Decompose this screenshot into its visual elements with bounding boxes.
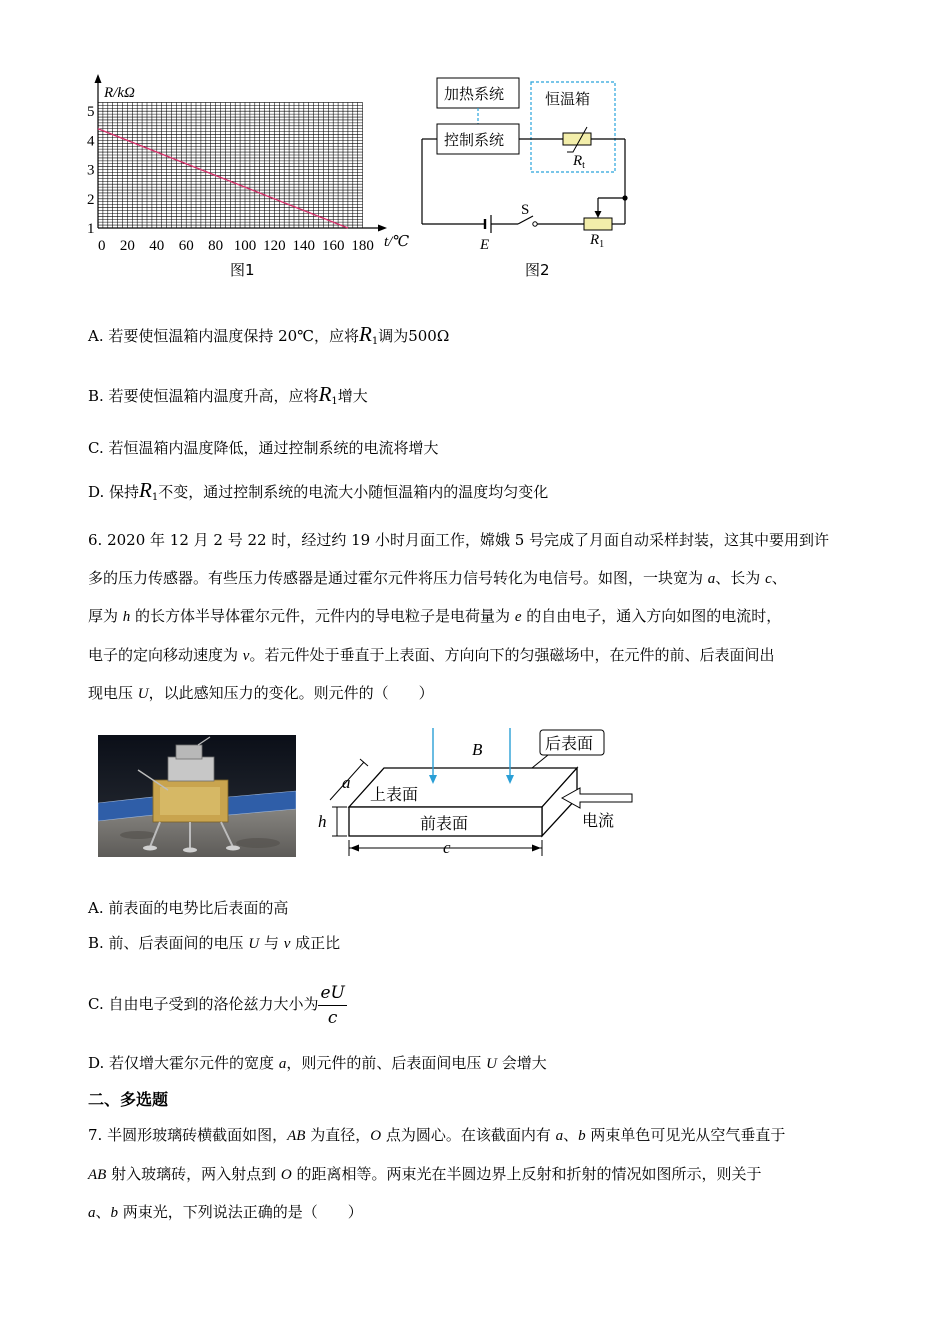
- thermostat-chamber-label: 恒温箱: [545, 90, 591, 108]
- figure1-caption: 图1: [230, 261, 255, 279]
- q6-line-4: 电子的定向移动速度为 v。若元件处于垂直于上表面、方向向下的匀强磁场中，在元件的前、后表面间出: [88, 645, 775, 664]
- q6-stem: [88, 522, 863, 714]
- back-surface-label: 后表面: [545, 734, 594, 753]
- q7-line-1: 7. 半圆形玻璃砖横截面如图，AB 为直径，O 点为圆心。在该截面内有 a、b 两束单色可见光从空气垂直于: [88, 1126, 786, 1144]
- q6-line-5: 现电压 U，以此感知压力的变化。则元件的（ ）: [88, 684, 434, 702]
- q7-line-3: a、b 两束光，下列说法正确的是（ ）: [88, 1203, 363, 1221]
- hall-element-diagram: [312, 718, 642, 860]
- figure2-caption: 图2: [525, 261, 550, 279]
- figure2-circuit: [415, 72, 645, 284]
- r1-symbol: R: [318, 382, 332, 406]
- lunar-lander-photo: [98, 735, 296, 857]
- x-tick-label: 120: [263, 238, 286, 254]
- q6-line-1: 6. 2020 年 12 月 2 号 22 时，经过约 19 小时月面工作，嫦娥 5 号完成了月面自动采样封装，这其中要用到许: [88, 531, 830, 549]
- x-tick-label: 20: [119, 238, 135, 254]
- switch-contact: [533, 222, 537, 226]
- length-arrow-right: [532, 845, 541, 852]
- x-tick-label: 160: [321, 238, 345, 254]
- x-tick-label: 80: [208, 238, 224, 254]
- section-heading: 二、多选题: [88, 1090, 169, 1109]
- length-label: c: [443, 838, 451, 857]
- y-tick-labels: [87, 104, 95, 237]
- x-axis-arrow: [378, 225, 387, 232]
- x-tick-label: 140: [292, 238, 316, 254]
- r1-symbol: R: [139, 478, 152, 502]
- heating-system-label: 加热系统: [444, 85, 505, 103]
- q6-line-2: 多的压力传感器。有些压力传感器是通过霍尔元件将压力信号转化为电信号。如图，一块宽为 a、长为 c、: [88, 568, 787, 587]
- y-axis-label: R/kΩ: [104, 85, 135, 101]
- graph-grid: [98, 102, 363, 228]
- thermistor-label: $R_t$: [573, 153, 585, 171]
- r1-symbol: R: [359, 322, 372, 346]
- q6-option-c: C. 自由电子受到的洛伦兹力大小为 $\frac{eU}{c}$: [88, 982, 345, 1028]
- y-tick-label: 2: [87, 191, 95, 208]
- back-surface-pointer: [532, 755, 548, 768]
- y-tick-label: 5: [87, 104, 95, 121]
- q7-stem: [88, 1117, 863, 1233]
- front-surface-label: 前表面: [420, 814, 469, 833]
- rheostat-r1: [584, 218, 612, 230]
- y-tick-label: 4: [87, 133, 95, 150]
- q6-option-a: A. 前表面的电势比后表面的高: [88, 899, 289, 917]
- fraction-eu-over-c: $\frac{eU}{c}$: [320, 982, 345, 1028]
- b-field-label: B: [472, 740, 483, 759]
- battery-label: E: [480, 237, 490, 253]
- y-axis-arrow: [95, 74, 102, 83]
- x-tick-labels: [98, 238, 374, 254]
- q6-option-b: B. 前、后表面间的电压 U 与 v 成正比: [88, 934, 341, 952]
- x-axis-label: t/℃: [384, 234, 410, 250]
- height-label: h: [318, 812, 327, 831]
- rheostat-arrow: [595, 211, 602, 218]
- y-tick-label: 1: [87, 221, 95, 237]
- q5-option-c: C. 若恒温箱内温度降低，通过控制系统的电流将增大: [88, 439, 439, 457]
- top-surface-label: 上表面: [370, 785, 419, 804]
- width-label: a: [342, 773, 351, 792]
- x-tick-label: 60: [178, 238, 194, 254]
- control-system-label: 控制系统: [444, 131, 505, 149]
- q5-option-a: A. 若要使恒温箱内温度保持 20℃，应将$R_1$调为500Ω: [88, 322, 450, 347]
- q5-option-d: D. 保持$R_1$不变，通过控制系统的电流大小随恒温箱内的温度均匀变化: [88, 478, 549, 503]
- q5-option-b: B. 若要使恒温箱内温度升高，应将$R_1$增大: [88, 382, 368, 407]
- figure1-graph: [80, 70, 420, 285]
- length-arrow-left: [350, 845, 359, 852]
- y-tick-label: 3: [87, 162, 95, 179]
- current-label: 电流: [582, 811, 615, 830]
- x-tick-label: 0: [98, 238, 106, 254]
- rheostat-label: $R_1$: [590, 232, 605, 250]
- q6-line-3: 厚为 h 的长方体半导体霍尔元件，元件内的导电粒子是电荷量为 e 的自由电子，通入方向如图的电流时，: [88, 607, 782, 625]
- x-tick-label: 40: [149, 238, 165, 254]
- x-tick-label: 180: [351, 238, 374, 254]
- thermistor-rt: [563, 133, 591, 145]
- q7-line-2: AB 射入玻璃砖，两入射点到 O 的距离相等。两束光在半圆边界上反射和折射的情况如图所示，则关于: [88, 1164, 762, 1183]
- q6-option-d: D. 若仅增大霍尔元件的宽度 a，则元件的前、后表面间电压 U 会增大: [88, 1054, 547, 1072]
- switch-label: S: [521, 202, 530, 218]
- x-tick-label: 100: [233, 238, 257, 254]
